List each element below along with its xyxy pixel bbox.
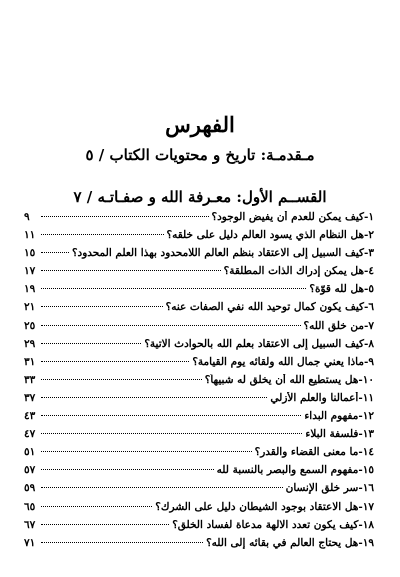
dot-leader — [41, 415, 301, 416]
toc-entry-title: ١٨-كيف يكون تعدد الالهة مدعاة لفساد الخلق؟ — [172, 518, 374, 531]
toc-entry-page: ٢٩ — [24, 337, 36, 350]
section-heading: القســم الأول: معـرفة الله و صفـاتـه / ٧ — [73, 188, 327, 206]
toc-entry — [24, 446, 374, 464]
toc-entry-title: ٩-ماذا يعني جمال الله ولقائه يوم القيامة؟ — [192, 355, 374, 368]
dot-leader — [41, 524, 169, 525]
toc-entry-page: ٣١ — [24, 355, 36, 368]
toc-entry-title: ١٦-سر خلق الإنسان — [285, 482, 374, 495]
dot-leader — [41, 216, 209, 217]
toc-entry — [24, 320, 374, 338]
toc-entry — [24, 211, 374, 229]
toc-entry-page: ٣٧ — [24, 391, 36, 404]
toc-entry-page: ١٥ — [24, 247, 36, 260]
toc-entry-title: ١-كيف يمكن للعدم أن يفيض الوجود؟ — [211, 211, 374, 223]
dot-leader — [41, 288, 306, 289]
toc-entry-title: ١٣-فلسفة البلاء — [305, 428, 374, 441]
toc-entry-page: ٥١ — [24, 446, 36, 459]
toc-entry-page: ١٩ — [24, 283, 36, 296]
dot-leader — [41, 469, 214, 470]
toc-entry — [24, 374, 374, 392]
toc-entry — [24, 265, 374, 283]
toc-entry-title: ١٢-مفهوم البداء — [304, 410, 374, 423]
toc-entry-page: ٤٣ — [24, 410, 36, 423]
toc-entry-page: ٩ — [24, 211, 30, 223]
toc-entry-title: ٢-هل النظام الذي يسود العالم دليل على خلقه؟ — [166, 229, 374, 242]
toc-entry — [24, 428, 374, 446]
toc-entry-title: ١٠-هل يستطيع الله أن يخلق له شبيهاً؟ — [204, 373, 374, 386]
introduction-heading: مـقدمـة: تاريخ و محتويات الكتاب / ٥ — [85, 146, 315, 164]
toc-entry — [24, 247, 374, 265]
toc-entry — [24, 537, 374, 555]
toc-entry-title: ١٤-ما معنى القضاء والقدر؟ — [254, 446, 374, 459]
dot-leader — [41, 234, 164, 235]
dot-leader — [41, 343, 141, 344]
toc-entry-page: ٢١ — [24, 301, 36, 314]
toc-entry-page: ٥٧ — [24, 464, 36, 477]
dot-leader — [41, 397, 267, 398]
toc-entry-page: ٥٩ — [24, 482, 36, 495]
toc-entry-page: ٦٥ — [24, 500, 36, 513]
toc-entry-title: ١١-أعمالنا والعلم الأزلي — [270, 391, 374, 404]
toc-entry-page: ٤٧ — [24, 428, 36, 441]
dot-leader — [41, 306, 163, 307]
toc-entry — [24, 482, 374, 500]
dot-leader — [41, 487, 283, 488]
dot-leader — [41, 270, 221, 271]
toc-entry-title: ٣-كيف السبيل إلى الاعتقاد بنظم العالم اللامحدود بهذا العلم المحدود؟ — [71, 247, 374, 260]
toc-entry — [24, 519, 374, 537]
dot-leader — [41, 325, 301, 326]
page-title: الفهرس — [165, 112, 235, 137]
toc-entry-page: ١١ — [24, 229, 36, 242]
dot-leader — [41, 542, 203, 543]
toc-entry — [24, 392, 374, 410]
dot-leader — [41, 506, 152, 507]
toc-entry — [24, 410, 374, 428]
toc-entry-title: ٧-من خلق الله؟ — [303, 319, 374, 332]
dot-leader — [41, 252, 69, 253]
toc-entry-page: ١٧ — [24, 265, 36, 278]
toc-entry — [24, 356, 374, 374]
toc-entry-page: ٢٥ — [24, 319, 36, 332]
toc-entry — [24, 283, 374, 301]
toc-entry — [24, 501, 374, 519]
toc-entry-title: ١٩-هل يحتاج العالم في بقائه إلى الله؟ — [206, 536, 374, 549]
toc-entry-title: ٦-كيف يكون كمال توحيد الله نفي الصفات عنه؟ — [165, 301, 374, 314]
dot-leader — [41, 433, 302, 434]
toc-entry — [24, 464, 374, 482]
toc-entry-title: ٥-هل لله قوّة؟ — [309, 283, 374, 296]
toc-entry-page: ٧١ — [24, 536, 36, 549]
toc-entry — [24, 338, 374, 356]
toc-entry-title: ١٥-مفهوم السمع والبصر بالنسبة لله — [216, 464, 374, 477]
toc-list — [24, 211, 374, 555]
toc-entry-title: ٤-هل يمكن إدراك الذات المطلقة؟ — [223, 265, 374, 278]
dot-leader — [41, 451, 252, 452]
toc-entry — [24, 229, 374, 247]
toc-entry-title: ٨-كيف السبيل إلى الاعتقاد بعلم الله بالحوادث الاتية؟ — [144, 337, 374, 350]
dot-leader — [41, 379, 202, 380]
dot-leader — [41, 361, 189, 362]
toc-entry-title: ١٧-هل الاعتقاد بوجود الشيطان دليل على الشرك؟ — [155, 500, 374, 513]
toc-entry-page: ٦٧ — [24, 518, 36, 531]
toc-entry-page: ٣٣ — [24, 373, 36, 386]
toc-entry — [24, 301, 374, 319]
